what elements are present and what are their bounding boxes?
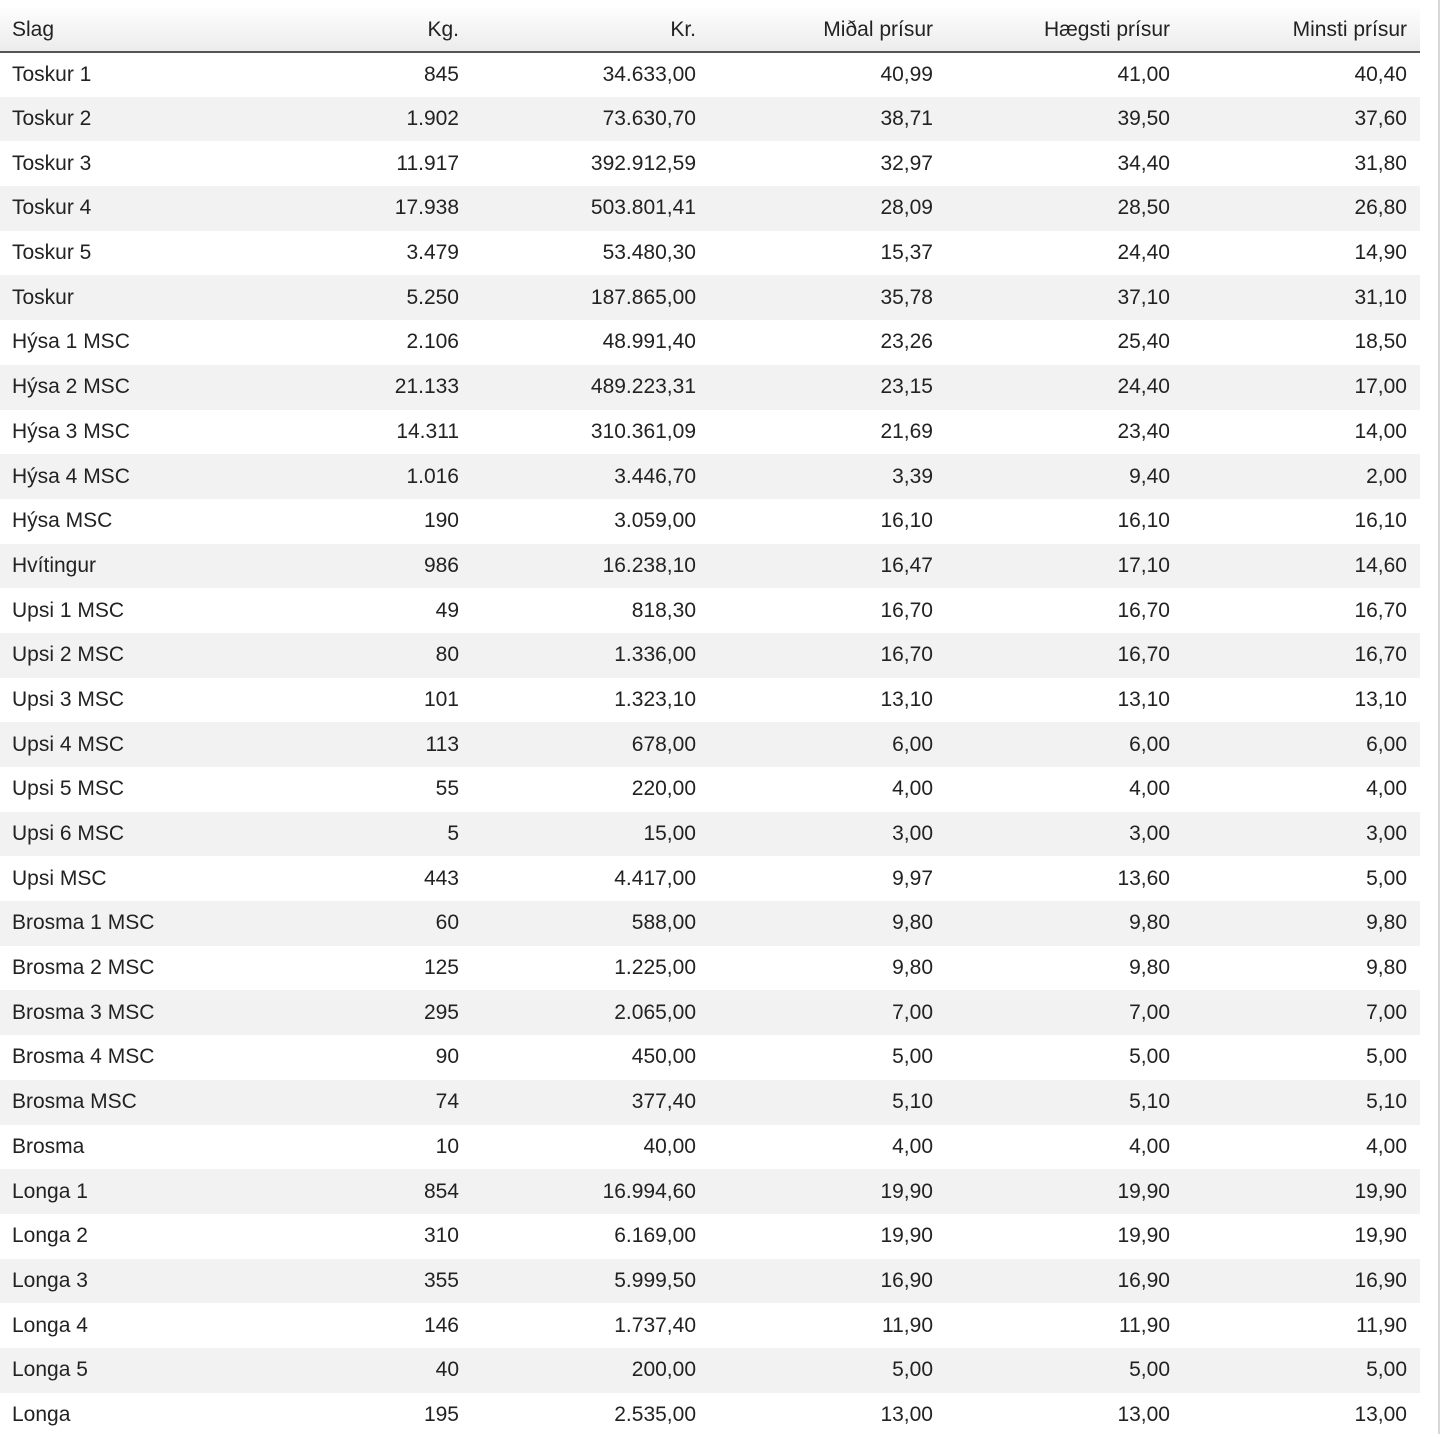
kr-cell: 489.223,31 [472,365,709,410]
midal-prisur-cell: 13,00 [709,1393,946,1437]
haegsti-prisur-cell: 16,70 [946,633,1183,678]
midal-prisur-cell: 5,00 [709,1035,946,1080]
haegsti-prisur-cell: 16,10 [946,499,1183,544]
minsti-prisur-cell: 26,80 [1183,186,1420,231]
haegsti-prisur-cell: 13,00 [946,1393,1183,1437]
minsti-prisur-cell: 16,70 [1183,633,1420,678]
kg-cell: 74 [236,1080,472,1125]
kr-cell: 187.865,00 [472,275,709,320]
slag-cell: Longa 5 [0,1348,236,1393]
midal-prisur-cell: 16,70 [709,633,946,678]
kr-cell: 2.065,00 [472,990,709,1035]
slag-cell: Toskur 3 [0,141,236,186]
haegsti-prisur-cell: 24,40 [946,365,1183,410]
haegsti-prisur-cell: 9,40 [946,454,1183,499]
slag-cell: Hýsa 4 MSC [0,454,236,499]
slag-cell: Hvítingur [0,544,236,589]
minsti-prisur-cell: 6,00 [1183,722,1420,767]
minsti-prisur-cell: 14,00 [1183,410,1420,455]
price-table [0,8,1420,1437]
haegsti-prisur-cell: 34,40 [946,141,1183,186]
midal-prisur-cell: 28,09 [709,186,946,231]
kr-cell: 1.225,00 [472,946,709,991]
midal-prisur-cell: 23,15 [709,365,946,410]
table-row [0,1348,1420,1393]
slag-cell: Upsi 4 MSC [0,722,236,767]
kg-cell: 146 [236,1303,472,1348]
haegsti-prisur-cell: 41,00 [946,52,1183,97]
column-header-minsti-prisur[interactable]: Minsti prísur [1183,8,1420,52]
kr-cell: 48.991,40 [472,320,709,365]
kg-cell: 310 [236,1214,472,1259]
midal-prisur-cell: 16,47 [709,544,946,589]
minsti-prisur-cell: 17,00 [1183,365,1420,410]
kr-cell: 3.059,00 [472,499,709,544]
midal-prisur-cell: 35,78 [709,275,946,320]
kg-cell: 5 [236,812,472,857]
minsti-prisur-cell: 13,10 [1183,678,1420,723]
haegsti-prisur-cell: 5,00 [946,1348,1183,1393]
kg-cell: 17.938 [236,186,472,231]
midal-prisur-cell: 23,26 [709,320,946,365]
minsti-prisur-cell: 14,90 [1183,231,1420,276]
midal-prisur-cell: 16,90 [709,1259,946,1304]
midal-prisur-cell: 19,90 [709,1169,946,1214]
kr-cell: 818,30 [472,588,709,633]
slag-cell: Upsi 3 MSC [0,678,236,723]
table-body [0,52,1420,1437]
haegsti-prisur-cell: 7,00 [946,990,1183,1035]
kr-cell: 1.323,10 [472,678,709,723]
minsti-prisur-cell: 5,00 [1183,1348,1420,1393]
slag-cell: Longa 4 [0,1303,236,1348]
minsti-prisur-cell: 16,10 [1183,499,1420,544]
minsti-prisur-cell: 37,60 [1183,97,1420,142]
column-header-slag[interactable]: Slag [0,8,236,52]
midal-prisur-cell: 6,00 [709,722,946,767]
minsti-prisur-cell: 5,00 [1183,856,1420,901]
table-row [0,1393,1420,1437]
kg-cell: 3.479 [236,231,472,276]
slag-cell: Longa 2 [0,1214,236,1259]
kr-cell: 310.361,09 [472,410,709,455]
kg-cell: 125 [236,946,472,991]
kr-cell: 40,00 [472,1125,709,1170]
haegsti-prisur-cell: 6,00 [946,722,1183,767]
kg-cell: 845 [236,52,472,97]
table-row [0,1035,1420,1080]
minsti-prisur-cell: 9,80 [1183,901,1420,946]
kr-cell: 3.446,70 [472,454,709,499]
column-header-kg[interactable]: Kg. [236,8,472,52]
midal-prisur-cell: 13,10 [709,678,946,723]
kr-cell: 503.801,41 [472,186,709,231]
haegsti-prisur-cell: 25,40 [946,320,1183,365]
table-row [0,856,1420,901]
slag-cell: Longa [0,1393,236,1437]
haegsti-prisur-cell: 4,00 [946,767,1183,812]
haegsti-prisur-cell: 24,40 [946,231,1183,276]
table-row [0,901,1420,946]
midal-prisur-cell: 3,39 [709,454,946,499]
minsti-prisur-cell: 19,90 [1183,1214,1420,1259]
minsti-prisur-cell: 14,60 [1183,544,1420,589]
table-row [0,588,1420,633]
slag-cell: Upsi MSC [0,856,236,901]
midal-prisur-cell: 38,71 [709,97,946,142]
slag-cell: Brosma 4 MSC [0,1035,236,1080]
slag-cell: Upsi 5 MSC [0,767,236,812]
minsti-prisur-cell: 5,10 [1183,1080,1420,1125]
haegsti-prisur-cell: 28,50 [946,186,1183,231]
slag-cell: Hýsa 3 MSC [0,410,236,455]
kg-cell: 14.311 [236,410,472,455]
kr-cell: 5.999,50 [472,1259,709,1304]
slag-cell: Toskur 4 [0,186,236,231]
kr-cell: 220,00 [472,767,709,812]
haegsti-prisur-cell: 5,00 [946,1035,1183,1080]
minsti-prisur-cell: 18,50 [1183,320,1420,365]
haegsti-prisur-cell: 13,10 [946,678,1183,723]
table-row [0,1259,1420,1304]
slag-cell: Brosma MSC [0,1080,236,1125]
midal-prisur-cell: 16,70 [709,588,946,633]
slag-cell: Brosma [0,1125,236,1170]
slag-cell: Toskur 2 [0,97,236,142]
haegsti-prisur-cell: 19,90 [946,1169,1183,1214]
table-row [0,1214,1420,1259]
kg-cell: 1.016 [236,454,472,499]
minsti-prisur-cell: 9,80 [1183,946,1420,991]
table-row [0,722,1420,767]
slag-cell: Brosma 3 MSC [0,990,236,1035]
kg-cell: 195 [236,1393,472,1437]
kr-cell: 73.630,70 [472,97,709,142]
kg-cell: 101 [236,678,472,723]
kr-cell: 16.994,60 [472,1169,709,1214]
slag-cell: Hýsa MSC [0,499,236,544]
slag-cell: Longa 1 [0,1169,236,1214]
midal-prisur-cell: 5,00 [709,1348,946,1393]
haegsti-prisur-cell: 3,00 [946,812,1183,857]
slag-cell: Hýsa 2 MSC [0,365,236,410]
midal-prisur-cell: 9,80 [709,946,946,991]
header-row [0,8,1420,52]
midal-prisur-cell: 40,99 [709,52,946,97]
haegsti-prisur-cell: 13,60 [946,856,1183,901]
slag-cell: Upsi 6 MSC [0,812,236,857]
haegsti-prisur-cell: 5,10 [946,1080,1183,1125]
table-row [0,320,1420,365]
haegsti-prisur-cell: 9,80 [946,901,1183,946]
midal-prisur-cell: 4,00 [709,767,946,812]
haegsti-prisur-cell: 23,40 [946,410,1183,455]
kr-cell: 53.480,30 [472,231,709,276]
table-row [0,499,1420,544]
column-header-midal-prisur[interactable]: Miðal prísur [709,8,946,52]
kg-cell: 40 [236,1348,472,1393]
haegsti-prisur-cell: 16,70 [946,588,1183,633]
haegsti-prisur-cell: 39,50 [946,97,1183,142]
table-row [0,767,1420,812]
minsti-prisur-cell: 11,90 [1183,1303,1420,1348]
haegsti-prisur-cell: 4,00 [946,1125,1183,1170]
minsti-prisur-cell: 3,00 [1183,812,1420,857]
minsti-prisur-cell: 31,10 [1183,275,1420,320]
minsti-prisur-cell: 2,00 [1183,454,1420,499]
midal-prisur-cell: 15,37 [709,231,946,276]
kr-cell: 678,00 [472,722,709,767]
slag-cell: Brosma 2 MSC [0,946,236,991]
kr-cell: 34.633,00 [472,52,709,97]
table-row [0,1080,1420,1125]
kg-cell: 1.902 [236,97,472,142]
minsti-prisur-cell: 31,80 [1183,141,1420,186]
kg-cell: 113 [236,722,472,767]
kg-cell: 60 [236,901,472,946]
kr-cell: 6.169,00 [472,1214,709,1259]
kg-cell: 11.917 [236,141,472,186]
slag-cell: Toskur [0,275,236,320]
haegsti-prisur-cell: 16,90 [946,1259,1183,1304]
column-header-kr[interactable]: Kr. [472,8,709,52]
kg-cell: 90 [236,1035,472,1080]
midal-prisur-cell: 11,90 [709,1303,946,1348]
kg-cell: 5.250 [236,275,472,320]
kr-cell: 450,00 [472,1035,709,1080]
kg-cell: 190 [236,499,472,544]
slag-cell: Upsi 1 MSC [0,588,236,633]
table-row [0,231,1420,276]
minsti-prisur-cell: 40,40 [1183,52,1420,97]
kg-cell: 986 [236,544,472,589]
kr-cell: 15,00 [472,812,709,857]
midal-prisur-cell: 16,10 [709,499,946,544]
kr-cell: 200,00 [472,1348,709,1393]
midal-prisur-cell: 4,00 [709,1125,946,1170]
kr-cell: 377,40 [472,1080,709,1125]
minsti-prisur-cell: 13,00 [1183,1393,1420,1437]
table-row [0,141,1420,186]
table-row [0,1303,1420,1348]
table-row [0,1169,1420,1214]
midal-prisur-cell: 5,10 [709,1080,946,1125]
kg-cell: 355 [236,1259,472,1304]
haegsti-prisur-cell: 37,10 [946,275,1183,320]
minsti-prisur-cell: 4,00 [1183,1125,1420,1170]
midal-prisur-cell: 21,69 [709,410,946,455]
midal-prisur-cell: 19,90 [709,1214,946,1259]
table-row [0,633,1420,678]
table-row [0,990,1420,1035]
table-row [0,946,1420,991]
slag-cell: Brosma 1 MSC [0,901,236,946]
table-row [0,454,1420,499]
kg-cell: 2.106 [236,320,472,365]
kg-cell: 80 [236,633,472,678]
kg-cell: 49 [236,588,472,633]
midal-prisur-cell: 7,00 [709,990,946,1035]
table-row [0,410,1420,455]
midal-prisur-cell: 3,00 [709,812,946,857]
kg-cell: 55 [236,767,472,812]
slag-cell: Upsi 2 MSC [0,633,236,678]
slag-cell: Longa 3 [0,1259,236,1304]
table-row [0,186,1420,231]
kr-cell: 588,00 [472,901,709,946]
table-row [0,544,1420,589]
table-row [0,365,1420,410]
kr-cell: 1.737,40 [472,1303,709,1348]
minsti-prisur-cell: 16,70 [1183,588,1420,633]
kg-cell: 854 [236,1169,472,1214]
kr-cell: 1.336,00 [472,633,709,678]
haegsti-prisur-cell: 19,90 [946,1214,1183,1259]
kr-cell: 2.535,00 [472,1393,709,1437]
table-row [0,97,1420,142]
slag-cell: Toskur 5 [0,231,236,276]
kg-cell: 10 [236,1125,472,1170]
table-row [0,52,1420,97]
kg-cell: 443 [236,856,472,901]
midal-prisur-cell: 9,80 [709,901,946,946]
slag-cell: Hýsa 1 MSC [0,320,236,365]
kr-cell: 4.417,00 [472,856,709,901]
kg-cell: 295 [236,990,472,1035]
haegsti-prisur-cell: 11,90 [946,1303,1183,1348]
table-row [0,812,1420,857]
kr-cell: 16.238,10 [472,544,709,589]
slag-cell: Toskur 1 [0,52,236,97]
midal-prisur-cell: 9,97 [709,856,946,901]
kr-cell: 392.912,59 [472,141,709,186]
table-row [0,275,1420,320]
haegsti-prisur-cell: 17,10 [946,544,1183,589]
table-row [0,1125,1420,1170]
table-row [0,678,1420,723]
column-header-haegsti-prisur[interactable]: Hægsti prísur [946,8,1183,52]
minsti-prisur-cell: 7,00 [1183,990,1420,1035]
midal-prisur-cell: 32,97 [709,141,946,186]
table-header [0,8,1420,52]
kg-cell: 21.133 [236,365,472,410]
haegsti-prisur-cell: 9,80 [946,946,1183,991]
minsti-prisur-cell: 4,00 [1183,767,1420,812]
minsti-prisur-cell: 19,90 [1183,1169,1420,1214]
minsti-prisur-cell: 5,00 [1183,1035,1420,1080]
price-table-container [0,8,1420,1437]
minsti-prisur-cell: 16,90 [1183,1259,1420,1304]
